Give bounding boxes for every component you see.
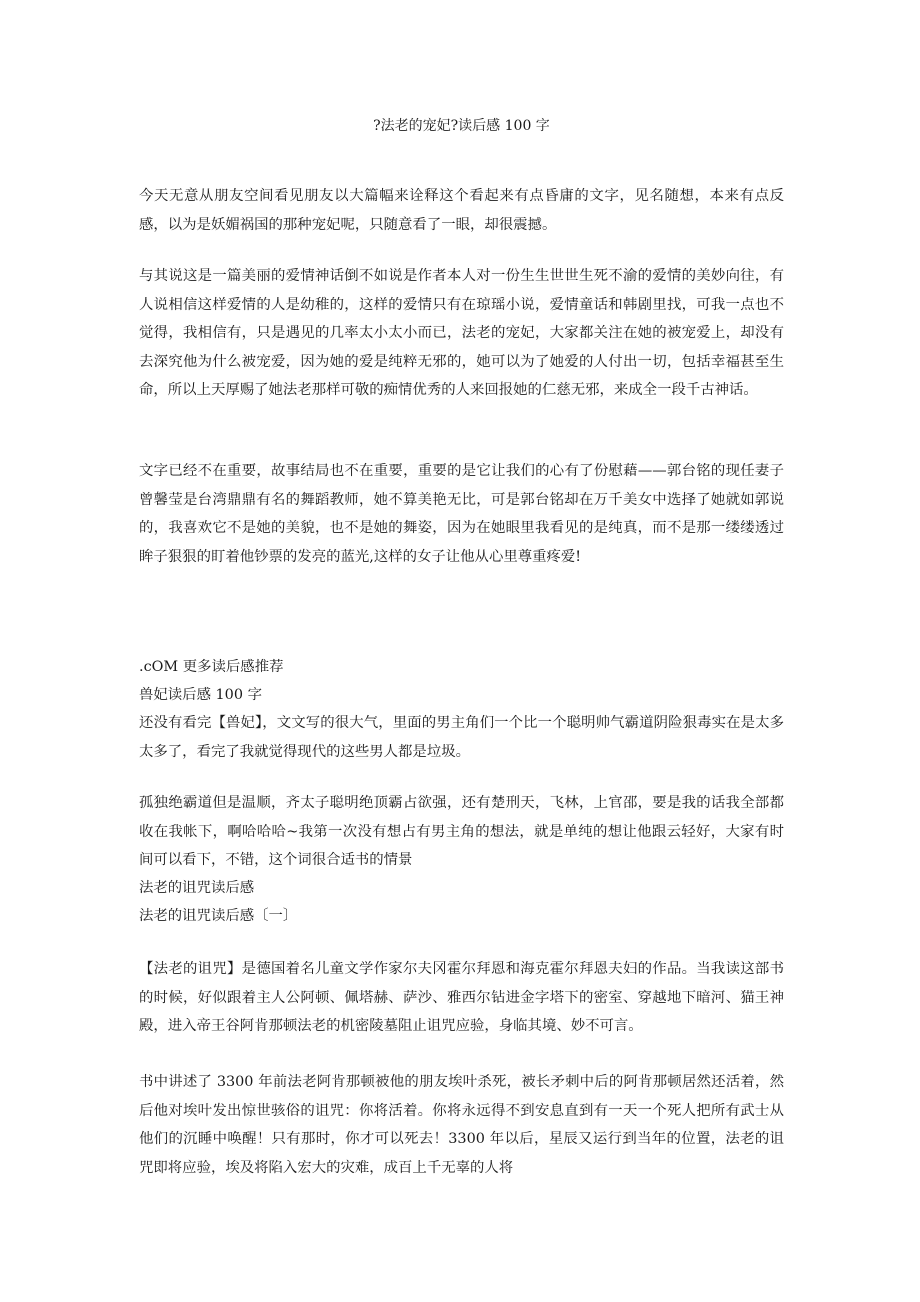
page-title: ?法老的宠妃?读后感 100 字 — [373, 118, 550, 134]
paragraph-pharaoh-curse-intro: 【法老的诅咒】是德国着名儿童文学作家尔夫冈霍尔拜恩和海克霍尔拜恩夫妇的作品。当我读这部书的时候，好似跟着主人公阿顿、佩塔赫、萨沙、雅西尔钻进金字塔下的密室、穿越地下暗河、猫王神殿，进入帝王谷阿肯那顿法老的机密陵墓阻止诅咒应验，身临其境、妙不可言。 — [139, 961, 784, 1034]
recommendation-title-beast-concubine: 兽妃读后感 100 字 — [139, 687, 262, 703]
paragraph-beast-concubine: 还没有看完【兽妃】，文文写的很大气，里面的男主角们一个比一个聪明帅气霸道阴险狠毒实在是太多太多了，看完了我就觉得现代的这些男人都是垃圾。 — [139, 715, 784, 760]
recommendation-title-pharaoh-curse: 法老的诅咒读后感 — [139, 880, 255, 896]
paragraph-pharaoh-curse-story: 书中讲述了 3300 年前法老阿肯那顿被他的朋友埃叶杀死，被长矛刺中后的阿肯那顿居然还活着，然后他对埃叶发出惊世骇俗的诅咒：你将活着。你将永远得不到安息直到有一天一个死人把所有武士从他们的沉睡中唤醒！只有那时，你才可以死去！3300 年以后，星辰又运行到当年的位置，法老的诅咒即将应验，埃及将陷入宏大的灾难，成百上千无辜的人将 — [139, 1074, 784, 1176]
recommendation-title-pharaoh-curse-one: 法老的诅咒读后感〔一〕 — [139, 908, 298, 924]
paragraph-intro: 今天无意从朋友空间看见朋友以大篇幅来诠释这个看起来有点昏庸的文字，见名随想，本来有点反感，以为是妖媚祸国的那种宠妃呢，只随意看了一眼，却很震撼。 — [139, 188, 784, 233]
paragraph-guo-taiming: 文字已经不在重要，故事结局也不在重要，重要的是它让我们的心有了份慰藉——郭台铭的现任妻子曾馨莹是台湾鼎鼎有名的舞蹈教师，她不算美艳无比，可是郭台铭却在万千美女中选择了她就如郭说的，我喜欢它不是她的美貌，也不是她的舞姿，因为在她眼里我看见的是纯真，而不是那一缕缕透过眸子狠狠的盯着他钞票的发亮的蓝光,这样的女子让他从心里尊重疼爱! — [139, 463, 784, 565]
paragraph-characters: 孤独绝霸道但是温顺，齐太子聪明绝顶霸占欲强，还有楚刑天，飞林，上官邵，要是我的话我全部都收在我帐下，啊哈哈哈~我第一次没有想占有男主角的想法，就是单纯的想让他跟云轻好，大家有时间可以看下，不错，这个词很合适书的情景 — [139, 795, 784, 868]
recommendation-header: .cOM 更多读后感推荐 — [139, 659, 284, 675]
paragraph-love-myth: 与其说这是一篇美丽的爱情神话倒不如说是作者本人对一份生生世世生死不渝的爱情的美妙向往，有人说相信这样爱情的人是幼稚的，这样的爱情只有在琼瑶小说，爱情童话和韩剧里找，可我一点也不觉得，我相信有，只是遇见的几率太小太小而已，法老的宠妃，大家都关注在她的被宠爱上，却没有去深究他为什么被宠爱，因为她的爱是纯粹无邪的，她可以为了她爱的人付出一切，包括幸福甚至生命，所以上天厚赐了她法老那样可敬的痴情优秀的人来回报她的仁慈无邪，来成全一段千古神话。 — [139, 268, 784, 398]
